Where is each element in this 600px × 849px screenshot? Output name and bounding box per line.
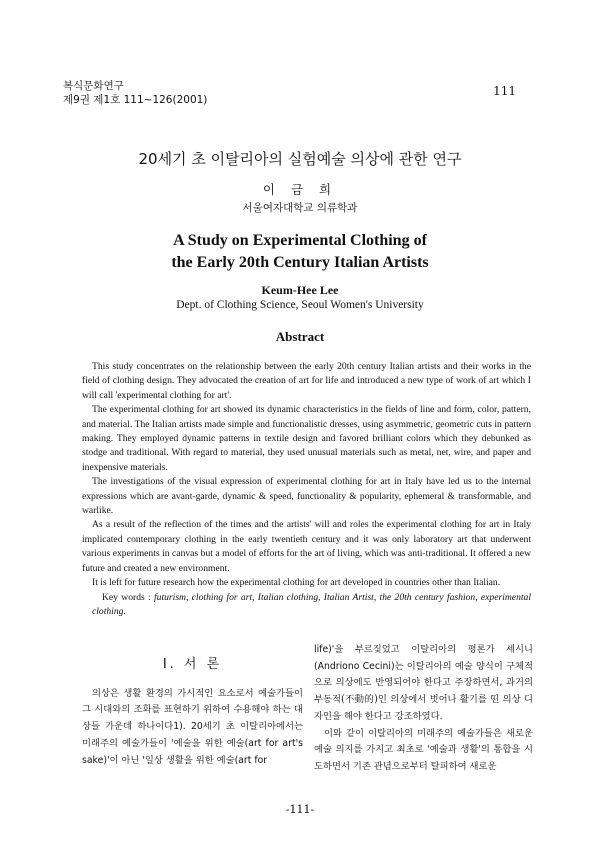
- abstract-paragraph: This study concentrates on the relationship between the early 20th century Italian artists and their works in the field of clothing design. They advocated the creation of art for life and introduced a new type of work of art which I will call 'experimental clothing for art'.: [82, 361, 531, 401]
- section-heading-introduction: I. 서 론: [162, 657, 223, 672]
- journal-name: 복식문화연구: [63, 80, 124, 92]
- abstract-body: [82, 360, 531, 619]
- journal-volume: 제9권 제1호 111~126(2001): [63, 94, 208, 106]
- page-number-footer: -111-: [285, 803, 315, 816]
- body-paragraph: 의상은 생활 환경의 가시적인 요소로서 예술가들이 그 시대와의 조화를 표현하기 위하여 수용해야 하는 대상들 가운데 하나이다1). 20세기 초 이탈리아에서는 미래주의 예술가들이 '예술을 위한 예술(art for art's sake)'이 아닌 '일상 생활을 위한 예술(art for: [82, 687, 303, 766]
- abstract-heading: Abstract: [275, 329, 325, 344]
- title-english-line2: the Early 20th Century Italian Artists: [171, 254, 429, 271]
- affiliation-korean: 서울여자대학교 의류학과: [242, 202, 358, 214]
- keywords-label: Key words :: [102, 591, 151, 603]
- body-paragraph: 이와 같이 이탈리아의 미래주의 예술가들은 새로운 예술 의지를 가지고 최초로 '예술과 생활'의 통합을 시도하면서 기존 관념으로부터 탈피하여 새로운: [314, 727, 533, 772]
- journal-header: [63, 79, 207, 107]
- body-column-left: [82, 645, 303, 769]
- keywords-list: futurism, clothing for art, Italian clothing, Italian Artist, the 20th century fashion, experimental clothing.: [92, 591, 531, 617]
- abstract-paragraph: As a result of the reflection of the times and the artists' will and roles the experimental clothing for art in Italy implicated contemporary clothing in the early twentieth century and it was only laboratory art that underwent various experiments in canvas but a model of efforts for the art of living, which was anti-traditional. It offered a new future and created a new environment.: [82, 519, 531, 574]
- author-english: Keum-Hee Lee: [261, 283, 339, 297]
- abstract-paragraph: It is left for future research how the experimental clothing for art developed in countries other than Italian.: [92, 577, 501, 589]
- affiliation-english: Dept. of Clothing Science, Seoul Women's University: [176, 299, 424, 311]
- abstract-paragraph: The experimental clothing for art showed its dynamic characteristics in the fields of line and form, color, pattern, and material. The Italian artists made simple and functionalistic dresses, using asymmetric, geometric cuts in pattern making. They employed dynamic patterns in textile design and favored brilliant colors which they debunked as stodge and traditional. With regard to material, they used unusual materials such as metal, net, wire, and paper and inexpensive materials.: [82, 404, 531, 473]
- author-korean: 이 금 희: [262, 182, 338, 197]
- body-column-right: [314, 642, 533, 776]
- keywords: [82, 591, 531, 620]
- title-english: [0, 230, 600, 274]
- title-korean: 20세기 초 이탈리아의 실험예술 의상에 관한 연구: [138, 150, 462, 168]
- page-number-top: 111: [493, 84, 516, 98]
- abstract-paragraph: The investigations of the visual expression of experimental clothing for art in Italy have led us to the internal expressions which are avant-garde, dynamic & speed, functionality & popularity, ephemeral & transformable, and warlike.: [82, 476, 531, 517]
- body-paragraph: life)'을 부르짖었고 이탈리아의 평론가 세시니(Andriono Cecini)는 이탈리아의 예술 양식이 구체적으로 의상에도 반영되어야 한다고 주장하면서, 과거의 부동적(不動的)인 의상에서 벗어나 활기를 띤 의상 디자인을 해야 한다고 강조하였다.: [314, 644, 533, 722]
- title-english-line1: A Study on Experimental Clothing of: [173, 232, 427, 249]
